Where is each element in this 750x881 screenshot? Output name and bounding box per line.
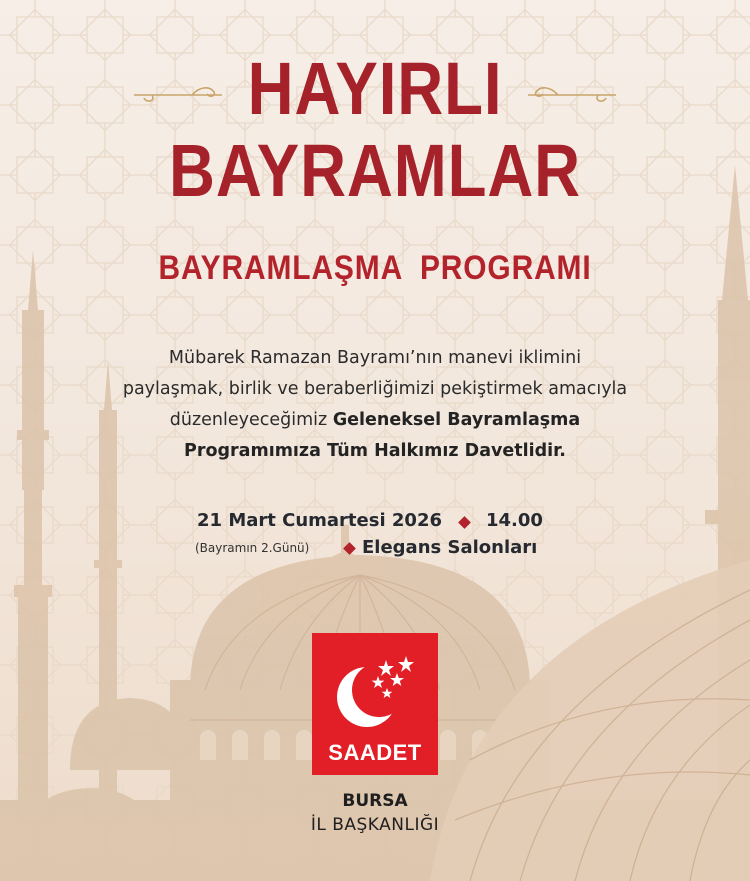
message-line-3-bold: Geleneksel Bayramlaşma	[332, 410, 581, 430]
event-venue: Elegans Salonları	[362, 537, 538, 558]
title-line-1: HAYIRLI	[247, 47, 503, 130]
saadet-logo	[312, 633, 438, 775]
event-time: 14.00	[486, 510, 543, 531]
logo-name: SAADET	[328, 740, 422, 765]
message-line-4	[0, 436, 750, 467]
department-name: İL BAŞKANLIĞI	[310, 815, 440, 835]
message-line-3-regular: düzenleyeceğimiz	[169, 410, 328, 430]
message-line-3	[0, 405, 750, 436]
event-day-note: (Bayramın 2.Günü)	[195, 541, 310, 555]
city-name: BURSA	[342, 791, 408, 811]
event-date: 21 Mart Cumartesi 2026	[197, 510, 442, 531]
subtitle: BAYRAMLAŞMA PROGRAMI	[158, 249, 592, 287]
message-line-4-bold: Programımıza Tüm Halkımız Davetlidir.	[184, 441, 566, 461]
message-line-2: paylaşmak, birlik ve beraberliğimizi pekiştirmek amacıyla	[122, 379, 628, 399]
title-line-2: BAYRAMLAR	[169, 129, 581, 212]
crescent-and-stars-icon	[312, 633, 438, 737]
message-line-1: Mübarek Ramazan Bayramı’nın manevi iklimini	[168, 348, 582, 368]
invitation-message	[0, 343, 750, 467]
